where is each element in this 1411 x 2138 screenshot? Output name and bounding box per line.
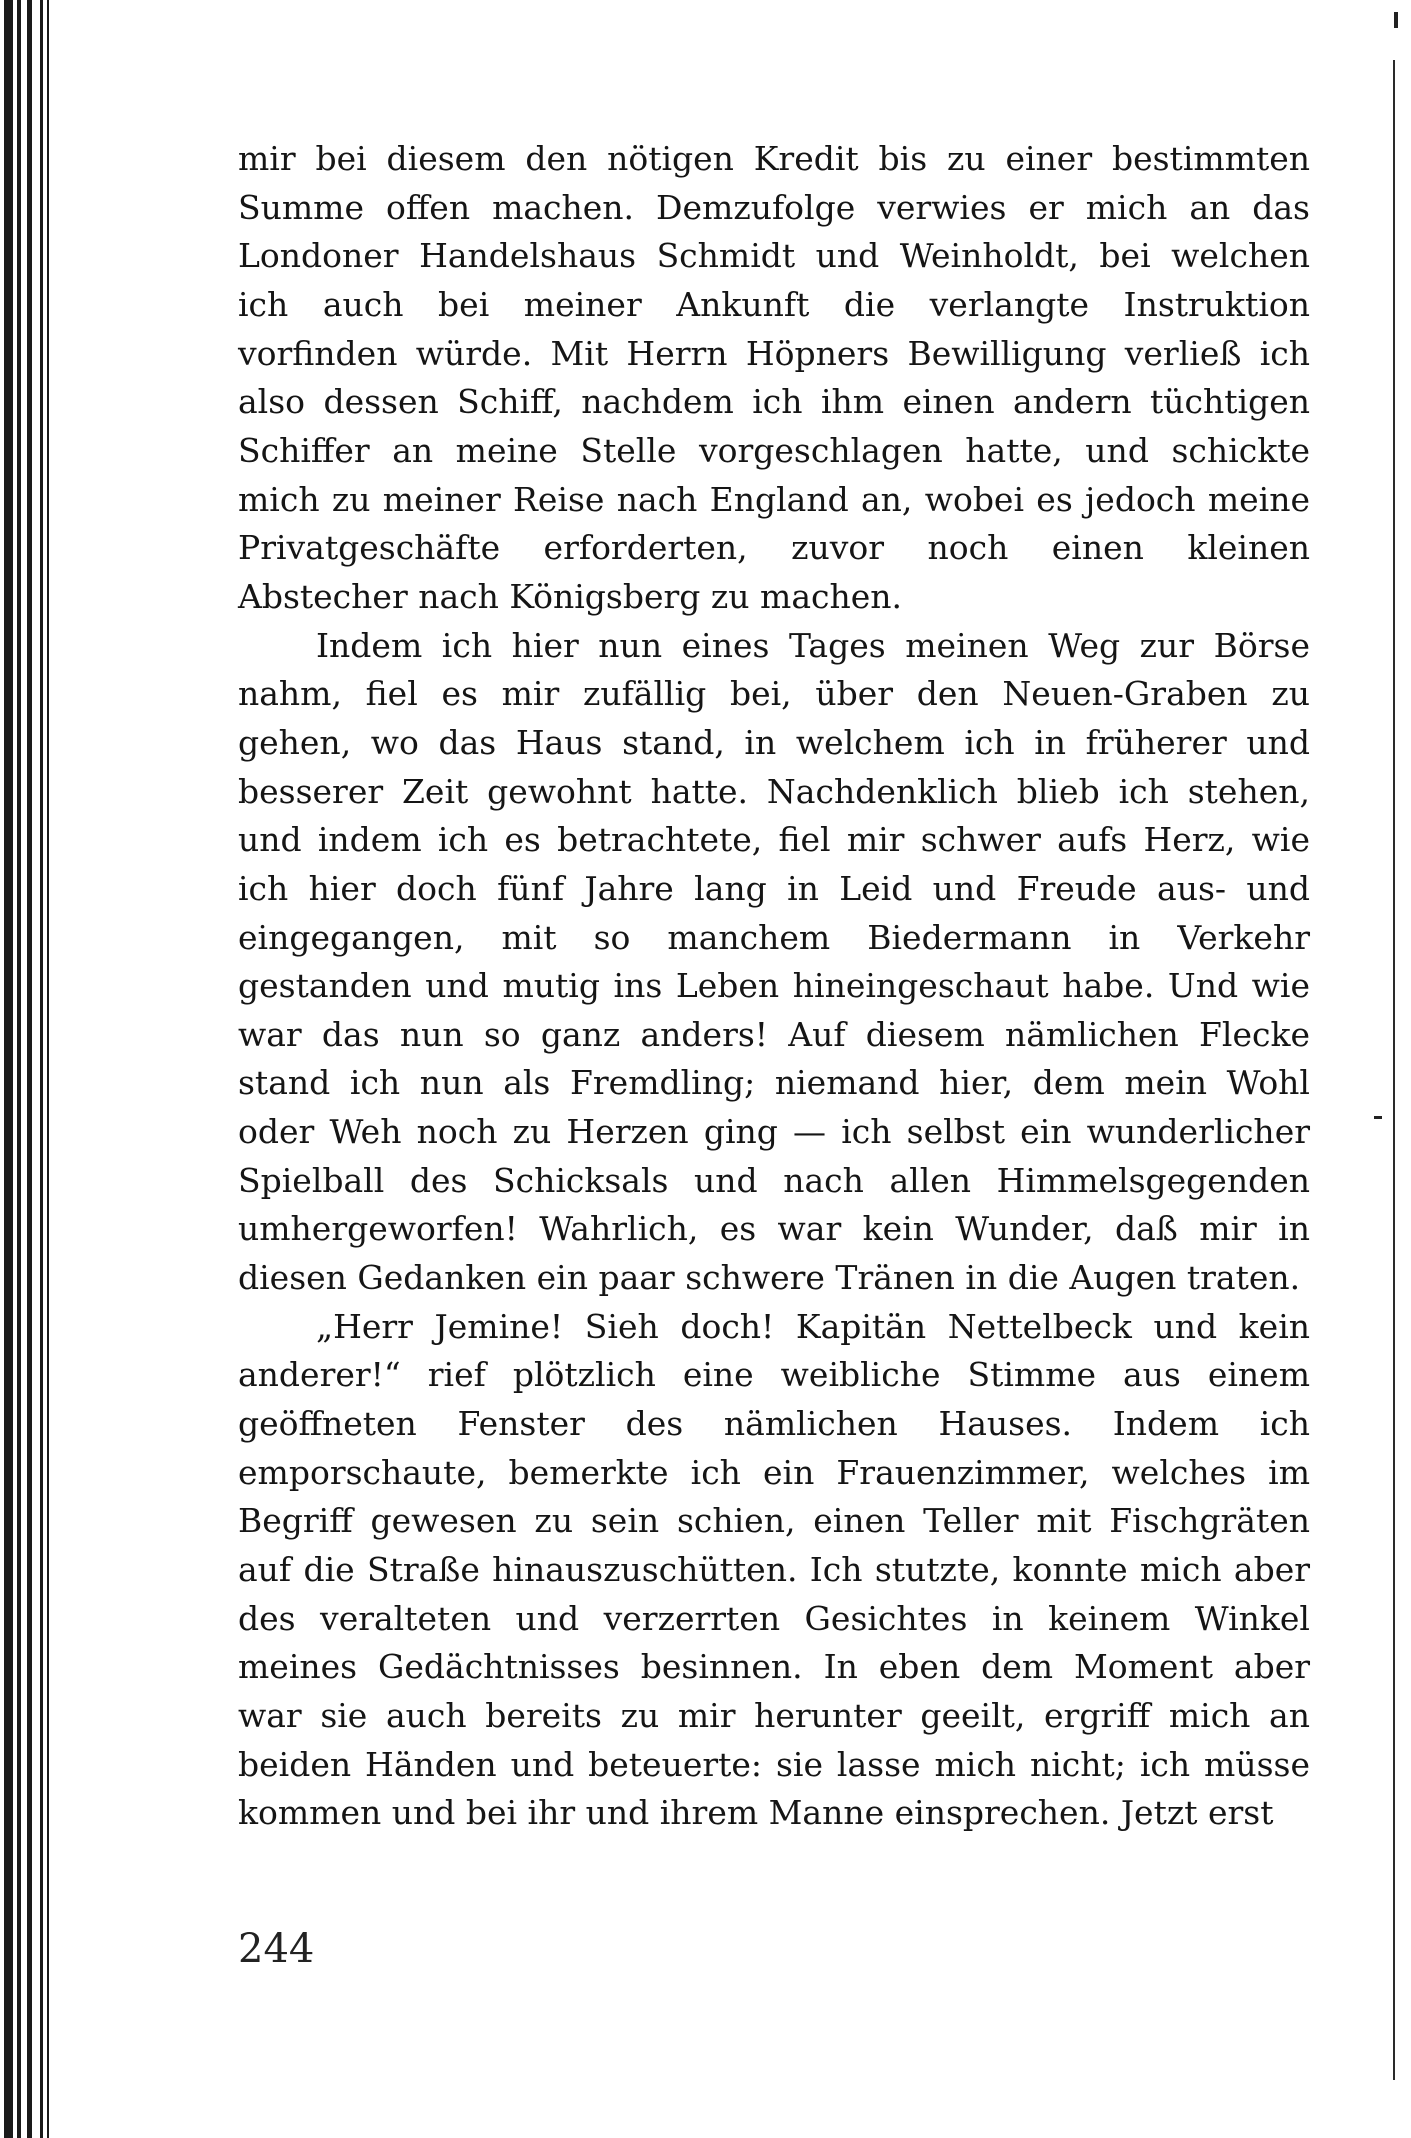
- page-right-edge: [1393, 60, 1395, 2080]
- paragraph-3: „Herr Jemine! Sieh doch! Kapitän Nettelbeck und kein anderer!“ rief plötzlich eine weibliche Stimme aus einem geöffneten Fenster des nämlichen Hauses. Indem ich emporschaute, bemerkte ich ein Frauenzimmer, welches im Begriff gewesen zu sein schien, einen Teller mit Fischgräten auf die Straße hinauszuschütten. Ich stutzte, konnte mich aber des veralteten und verzerrten Gesichtes in keinem Winkel meines Gedächtnisses besinnen. In eben dem Moment aber war sie auch bereits zu mir herunter geeilt, ergriff mich an beiden Händen und beteuerte: sie lasse mich nicht; ich müsse kommen und bei ihr und ihrem Manne einsprechen. Jetzt erst: [238, 1306, 1310, 1833]
- page-binding-edge: [0, 0, 60, 2138]
- edge-mark-top: [1394, 12, 1398, 28]
- edge-mark-middle: [1374, 1116, 1382, 1119]
- paragraph-1: mir bei diesem den nötigen Kredit bis zu einer bestimmten Summe offen machen. Demzufolge verwies er mich an das Londoner Handelshaus Schmidt und Weinholdt, bei welchen ich auch bei meiner Ankunft die verlangte Instruktion vorfinden würde. Mit Herrn Höpners Bewilligung verließ ich also dessen Schiff, nachdem ich ihm einen andern tüchtigen Schiffer an meine Stelle vorgeschlagen hatte, und schickte mich zu meiner Reise nach England an, wobei es jedoch meine Privatgeschäfte erforderten, zuvor noch einen kleinen Abstecher nach Königsberg zu machen.: [238, 139, 1310, 616]
- page-body-text: [238, 135, 1310, 1838]
- paragraph-2: Indem ich hier nun eines Tages meinen Weg zur Börse nahm, fiel es mir zufällig bei, über den Neuen-Graben zu gehen, wo das Haus stand, in welchem ich in früherer und besserer Zeit gewohnt hatte. Nachdenklich blieb ich stehen, und indem ich es betrachtete, fiel mir schwer aufs Herz, wie ich hier doch fünf Jahre lang in Leid und Freude aus- und eingegangen, mit so manchem Biedermann in Verkehr gestanden und mutig ins Leben hineingeschaut habe. Und wie war das nun so ganz anders! Auf diesem nämlichen Flecke stand ich nun als Fremdling; niemand hier, dem mein Wohl oder Weh noch zu Herzen ging — ich selbst ein wunderlicher Spielball des Schicksals und nach allen Himmelsgegenden umhergeworfen! Wahrlich, es war kein Wunder, daß mir in diesen Gedanken ein paar schwere Tränen in die Augen traten.: [238, 625, 1310, 1298]
- page-number: 244: [238, 1926, 315, 1972]
